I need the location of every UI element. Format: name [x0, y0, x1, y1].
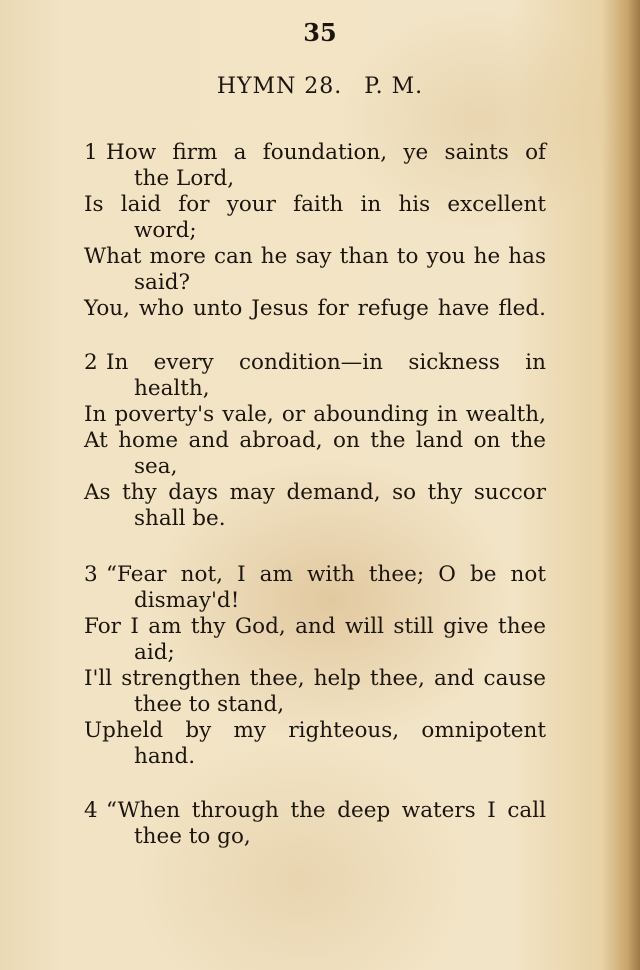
stanza-number: 3 — [84, 562, 98, 587]
verse-line: the Lord, — [134, 166, 235, 191]
hymn-title — [0, 74, 640, 99]
verse-line: thee to go, — [134, 824, 251, 849]
verse-line: aid; — [134, 640, 175, 665]
verse-line: thee to stand, — [134, 692, 285, 717]
verse-line: What more can he say than to you he has — [84, 244, 546, 269]
verse-line: At home and abroad, on the land on the — [84, 428, 546, 453]
verse-line: shall be. — [134, 506, 226, 531]
verse-line: I'll strengthen thee, help thee, and cause — [84, 666, 546, 691]
verse-line: hand. — [134, 744, 196, 769]
hymn-number: HYMN 28. — [216, 74, 343, 99]
verse-line: 1 How firm a foundation, ye saints of — [84, 140, 546, 165]
verse-line: You, who unto Jesus for refuge have fled. — [84, 296, 546, 321]
verse-line: 2 In every condition—in sickness in — [84, 350, 546, 375]
verse-line: Upheld by my righteous, omnipotent — [84, 718, 546, 743]
verse-line: Is laid for your faith in his excellent — [84, 192, 546, 217]
stanza-number: 2 — [84, 350, 98, 375]
verse-line: For I am thy God, and will still give thee — [84, 614, 546, 639]
verse-line: 4 “When through the deep waters I call — [84, 798, 546, 823]
stanza-number: 1 — [84, 140, 98, 165]
verse-line: 3 “Fear not, I am with thee; O be not — [84, 562, 546, 587]
page-number: 35 — [303, 18, 337, 47]
verse-line: sea, — [134, 454, 178, 479]
hymn-meter: P. M. — [364, 74, 424, 99]
verse-line: word; — [134, 218, 197, 243]
verse-line: said? — [134, 270, 191, 295]
verse-line: As thy days may demand, so thy succor — [84, 480, 546, 505]
verse-line: health, — [134, 376, 210, 401]
verse-line: In poverty's vale, or abounding in wealth, — [84, 402, 546, 427]
stanza-number: 4 — [84, 798, 98, 823]
verse-line: dismay'd! — [134, 588, 240, 613]
